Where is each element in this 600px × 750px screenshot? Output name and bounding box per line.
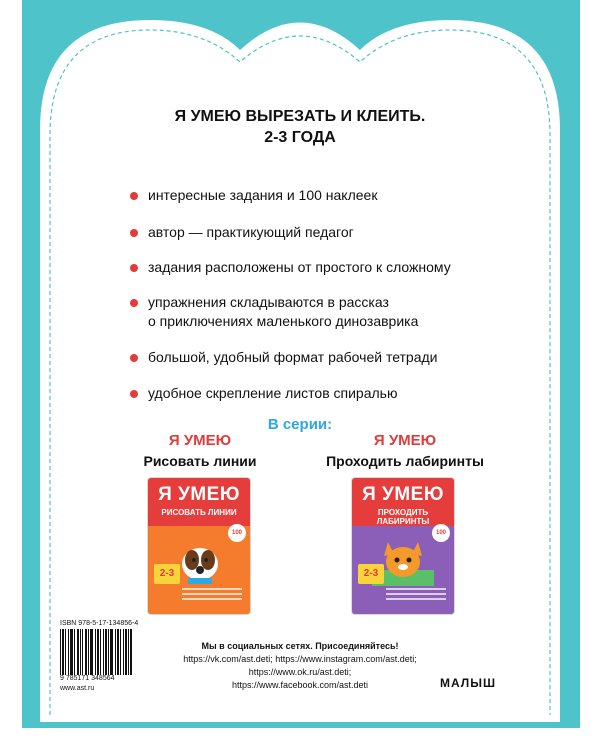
- book-age: 2-3 ГОДА: [264, 129, 336, 146]
- book-name: Проходить лабиринты: [326, 453, 484, 469]
- bullet-dot-icon: [130, 299, 138, 307]
- feature-list: [130, 186, 530, 403]
- book-title: Я УМЕЮ ВЫРЕЗАТЬ И КЛЕИТЬ.: [174, 108, 426, 125]
- bullet-dot-icon: [130, 390, 138, 398]
- publisher-site: www.ast.ru: [60, 685, 95, 692]
- stickers-badge: 100: [228, 524, 246, 542]
- feature-item: задания расположены от простого к сложному: [130, 258, 530, 277]
- bullet-dot-icon: [130, 229, 138, 237]
- feature-item: удобное скрепление листов спиралью: [130, 384, 530, 403]
- book-cover-mazes: Я УМЕЮ ПРОХОДИТЬ ЛАБИРИНТЫ 100 2-3: [352, 478, 454, 614]
- book-cover-lines: Я УМЕЮ РИСОВАТЬ ЛИНИИ 100 2-3: [148, 478, 250, 614]
- series-label: В серии:: [267, 416, 333, 433]
- social-links: [150, 640, 450, 692]
- series-name: Я УМЕЮ: [373, 432, 437, 449]
- book-name: Рисовать линии: [143, 453, 257, 469]
- social-heading: Мы в социальных сетях. Присоединяйтесь!: [201, 641, 399, 651]
- barcode-icon: [60, 629, 150, 675]
- bullet-dot-icon: [130, 264, 138, 272]
- social-link[interactable]: https://vk.com/ast.deti; https://www.instagram.com/ast.deti;: [183, 654, 417, 664]
- barcode-block: [60, 620, 150, 692]
- series-book-heading: [100, 432, 300, 469]
- barcode-digits: 9 785171 348564: [60, 675, 115, 682]
- age-badge: 2-3: [154, 564, 180, 584]
- series-name: Я УМЕЮ: [168, 432, 232, 449]
- social-link[interactable]: https://www.ok.ru/ast.deti;: [248, 667, 352, 677]
- series-book-heading: [305, 432, 505, 469]
- publisher-logo: МАЛЫШ: [440, 676, 497, 690]
- feature-item: интересные задания и 100 наклеек: [130, 186, 530, 205]
- feature-item: упражнения складываются в рассказ о приключениях маленького динозаврика: [130, 293, 530, 331]
- age-badge: 2-3: [358, 564, 384, 584]
- feature-item: большой, удобный формат рабочей тетради: [130, 348, 530, 367]
- bullet-dot-icon: [130, 192, 138, 200]
- isbn: ISBN 978-5-17-134856-4: [60, 620, 139, 627]
- stickers-badge: 100: [432, 524, 450, 542]
- social-link[interactable]: https://www.facebook.com/ast.deti: [231, 680, 369, 690]
- bullet-dot-icon: [130, 354, 138, 362]
- feature-item: автор — практикующий педагог: [130, 223, 530, 242]
